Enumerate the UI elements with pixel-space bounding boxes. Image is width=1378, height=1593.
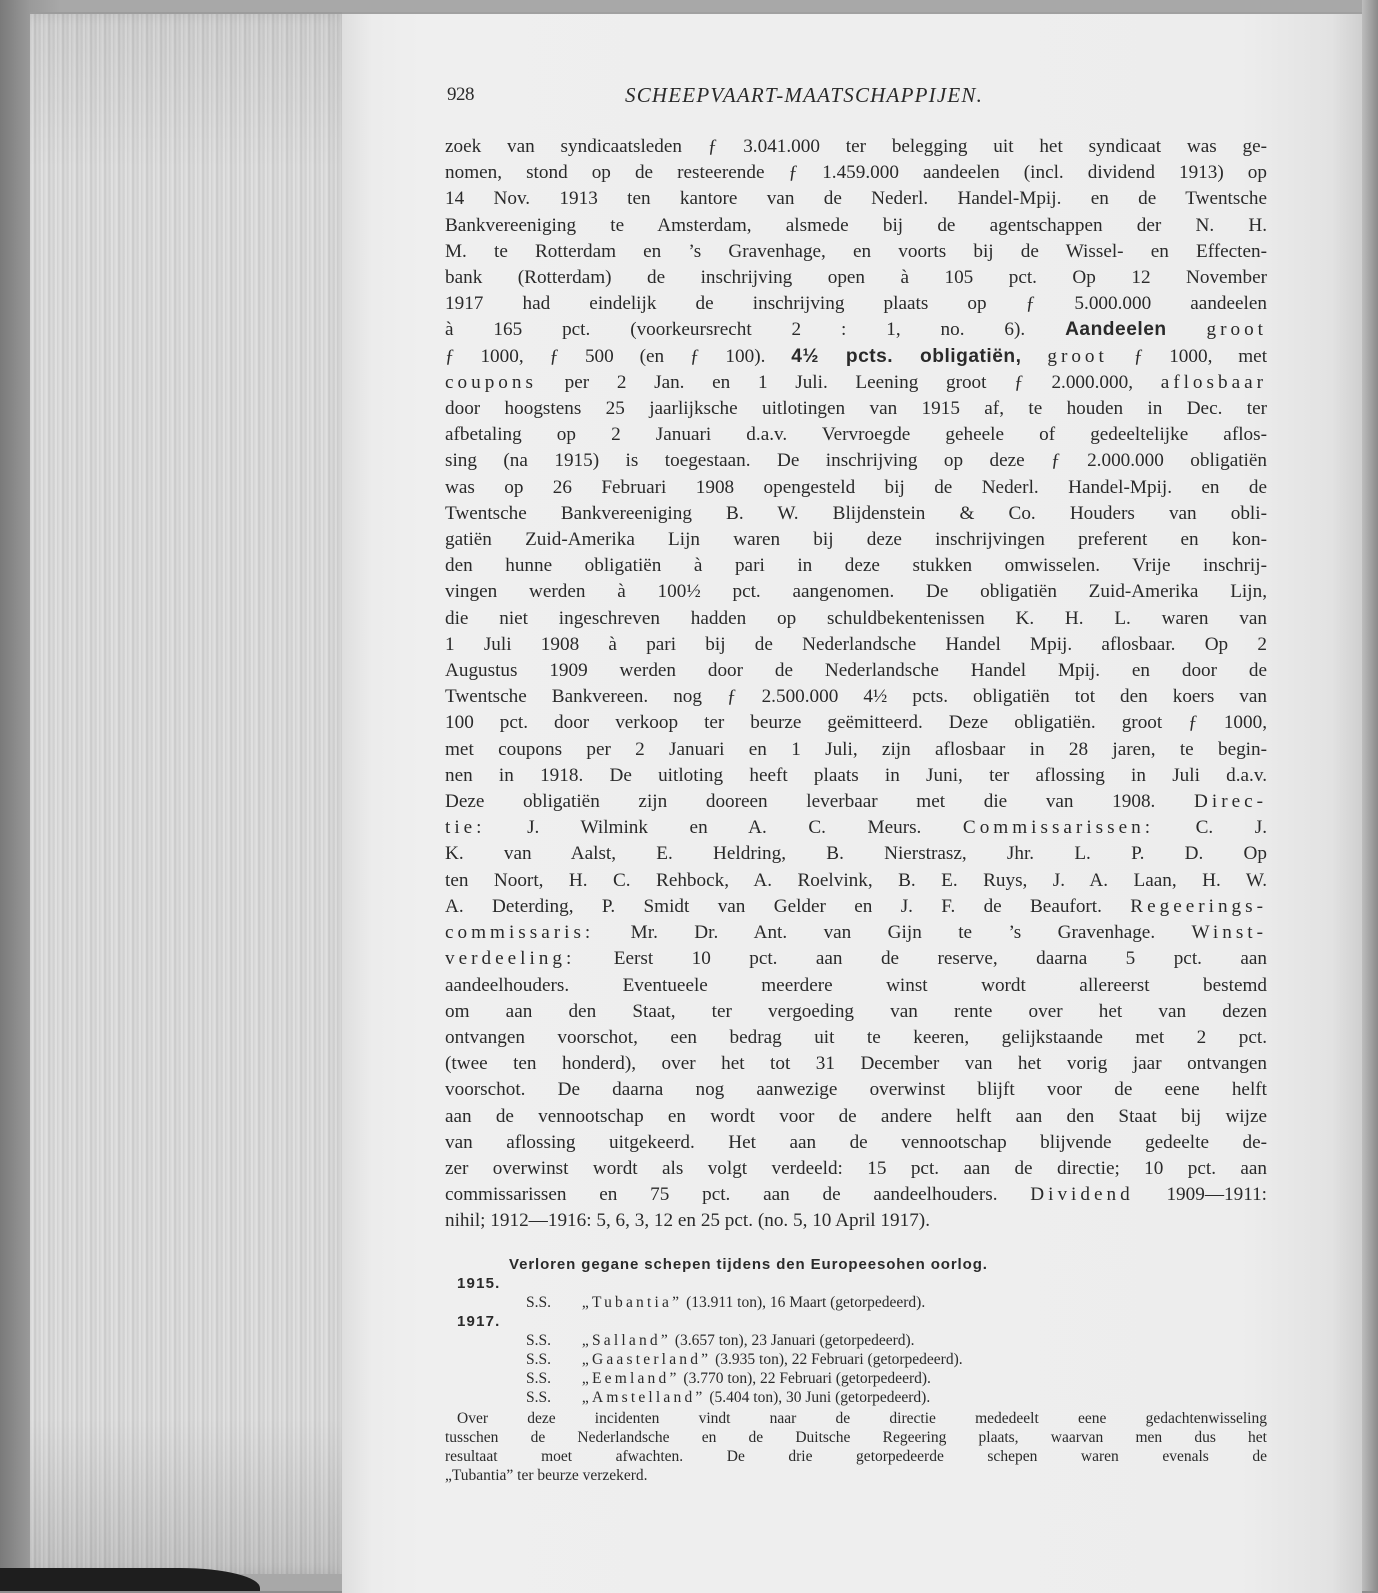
text-line: van aflossing uitgekeerd. Het aan de vennootschap blijvende gedeelte de- <box>445 1131 1267 1153</box>
text-fragment: ƒ 1000, met <box>1133 345 1268 367</box>
text-line <box>445 789 1267 815</box>
text-line: nomen, stond op de resteerende ƒ 1.459.000 aandeelen (incl. dividend 1913) op <box>445 162 1267 184</box>
text-line <box>445 317 1267 343</box>
text-line: ontvangen voorschot, een bedrag uit te keeren, gelijkstaande met 2 pct. <box>445 1026 1267 1048</box>
text-line <box>445 920 1267 946</box>
ship-details: (13.911 ton), 16 Maart (getorpedeerd). <box>686 1293 926 1311</box>
text-line: zer overwinst wordt als volgt verdeeld: 15 pct. aan de directie; 10 pct. aan <box>445 1157 1267 1179</box>
ship-prefix: S.S. <box>526 1388 551 1406</box>
text-line: bank (Rotterdam) de inschrijving open à 105 pct. Op 12 November <box>445 267 1267 289</box>
spaced-term: tie: <box>445 817 486 839</box>
spaced-term-dividend: Dividend <box>1030 1184 1134 1206</box>
spaced-term-verdeeling: verdeeling: <box>445 948 576 970</box>
text-line: die niet ingeschreven hadden op schuldbekentenissen K. H. L. waren van <box>445 607 1267 629</box>
ship-name: „Eemland” <box>581 1369 680 1387</box>
text-line: door hoogstens 25 jaarlijksche uitlotingen van 1915 af, te houden in Dec. ter <box>445 398 1267 420</box>
spaced-term: aflosbaar <box>1160 371 1268 393</box>
spaced-term: groot <box>1047 345 1108 367</box>
text-line: Twentsche Bankvereen. nog ƒ 2.500.000 4½ pcts. obligatiën tot den koers van <box>445 686 1267 708</box>
running-header <box>445 78 1267 118</box>
page-stack-shade <box>30 14 350 1574</box>
spaced-term-commissarissen: Commissarissen: <box>962 817 1155 839</box>
note-line: Over deze incidenten vindt naar de directie mededeelt eene gedachtenwisseling <box>457 1409 1267 1427</box>
year-label: 1917. <box>457 1312 501 1330</box>
text-fragment: à 165 pct. (voorkeursrecht 2 : 1, no. 6). <box>445 319 1026 341</box>
year-label: 1915. <box>457 1274 501 1292</box>
text-line: sing (na 1915) is toegestaan. De inschrijving op deze ƒ 2.000.000 obligatiën <box>445 450 1267 472</box>
text-fragment: J. Wilmink en A. C. Meurs. <box>527 817 922 839</box>
text-fragment: 1909—1911: <box>1166 1184 1268 1206</box>
page-right-edge <box>1362 0 1378 1591</box>
text-line: nen in 1918. De uitloting heeft plaats in Juni, ter aflossing in Juli d.a.v. <box>445 764 1267 786</box>
text-line: aandeelhouders. Eventueele meerdere winst wordt allereerst bestemd <box>445 974 1267 996</box>
ship-entry <box>526 1331 1267 1350</box>
book-cover-bottom <box>0 1568 260 1591</box>
text-line: 100 pct. door verkoop ter beurze geëmitteerd. Deze obligatiën. groot ƒ 1000, <box>445 712 1267 734</box>
section-title: Verloren gegane schepen tijdens den Europeesohen oorlog. <box>509 1255 988 1273</box>
note-line: tusschen de Nederlandsche en de Duitsche Regeering plaats, waarvan men dus het <box>445 1428 1267 1446</box>
running-title: SCHEEPVAART-MAATSCHAPPIJEN. <box>625 83 984 107</box>
heading-obligatien: 4½ pcts. obligatiën, <box>791 345 1022 367</box>
text-line: Bankvereeniging te Amsterdam, alsmede bij de agentschappen der N. H. <box>445 214 1267 236</box>
text-fragment: C. J. <box>1195 817 1268 839</box>
spaced-term-directie: Direc- <box>1194 791 1267 813</box>
text-line: nihil; 1912—1916: 5, 6, 3, 12 en 25 pct. (no. 5, 10 April 1917). <box>445 1210 930 1232</box>
text-line: 14 Nov. 1913 ten kantore van de Nederl. Handel-Mpij. en de Twentsche <box>445 188 1267 210</box>
ship-name: „Amstelland” <box>581 1388 706 1406</box>
note-line: „Tubantia” ter beurze verzekerd. <box>445 1466 648 1484</box>
text-line: 1 Juli 1908 à pari bij de Nederlandsche Handel Mpij. aflosbaar. Op 2 <box>445 633 1267 655</box>
text-fragment: A. Deterding, P. Smidt van Gelder en J. F. de Beaufort. <box>445 895 1102 917</box>
text-fragment: Mr. Dr. Ant. van Gijn te ’s Gravenhage. <box>630 922 1156 944</box>
text-line <box>445 946 1267 972</box>
text-fragment: per 2 Jan. en 1 Juli. Leening groot ƒ 2.000.000, <box>564 371 1133 393</box>
text-line: met coupons per 2 Januari en 1 Juli, zijn aflosbaar in 28 jaren, te begin- <box>445 738 1267 760</box>
page-content <box>445 78 1267 1485</box>
text-line: den hunne obligatiën à pari in deze stukken omwisselen. Vrije inschrij- <box>445 555 1267 577</box>
text-line <box>445 894 1267 920</box>
text-line: afbetaling op 2 Januari d.a.v. Vervroegde geheele of gedeeltelijke aflos- <box>445 424 1267 446</box>
page-number: 928 <box>447 84 474 105</box>
ship-details: (3.657 ton), 23 Januari (getorpedeerd). <box>674 1331 915 1349</box>
note-line: resultaat moet afwachten. De drie getorpedeerde schepen waren evenals de <box>445 1447 1267 1465</box>
spaced-term-regeerings: Regeerings- <box>1130 895 1267 917</box>
text-line: vingen werden à 100½ pct. aangenomen. De obligatiën Zuid-Amerika Lijn, <box>445 581 1267 603</box>
text-line <box>445 1182 1267 1208</box>
text-fragment: Deze obligatiën zijn dooreen leverbaar met die van 1908. <box>445 791 1156 813</box>
ship-details: (5.404 ton), 30 Juni (getorpedeerd). <box>709 1388 931 1406</box>
ship-name: „Tubantia” <box>581 1293 683 1311</box>
text-line: (twee ten honderd), over het tot 31 December van het vorig jaar ontvangen <box>445 1053 1267 1075</box>
page-edges-stack <box>30 12 350 1574</box>
lost-ships-section <box>445 1255 1267 1485</box>
ship-entry <box>526 1350 1267 1369</box>
ship-entry <box>526 1369 1267 1388</box>
ship-prefix: S.S. <box>526 1293 551 1311</box>
spaced-term: groot <box>1206 319 1268 341</box>
ship-details: (3.935 ton), 22 Februari (getorpedeerd). <box>715 1350 963 1368</box>
text-line: Twentsche Bankvereeniging B. W. Blijdenstein & Co. Houders van obli- <box>445 502 1267 524</box>
incident-note <box>445 1409 1267 1485</box>
text-line: om aan den Staat, ter vergoeding van rente over het van dezen <box>445 1000 1267 1022</box>
ship-entry <box>526 1388 1267 1407</box>
text-line: gatiën Zuid-Amerika Lijn waren bij deze inschrijvingen preferent en kon- <box>445 529 1267 551</box>
ship-prefix: S.S. <box>526 1350 551 1368</box>
text-line: ten Noort, H. C. Rehbock, A. Roelvink, B. E. Ruys, J. A. Laan, H. W. <box>445 869 1267 891</box>
text-fragment: ƒ 1000, ƒ 500 (en ƒ 100). <box>445 345 766 367</box>
spaced-term: commissaris: <box>445 922 595 944</box>
spaced-term-winst: Winst- <box>1191 922 1268 944</box>
text-line <box>445 370 1267 396</box>
text-line: voorschot. De daarna nog aanwezige overwinst blijft voor de eene helft <box>445 1079 1267 1101</box>
ship-prefix: S.S. <box>526 1331 551 1349</box>
text-line: Augustus 1909 werden door de Nederlandsche Handel Mpij. en door de <box>445 660 1267 682</box>
text-line: 1917 had eindelijk de inschrijving plaats op ƒ 5.000.000 aandeelen <box>445 293 1267 315</box>
ship-prefix: S.S. <box>526 1369 551 1387</box>
text-fragment: Eerst 10 pct. aan de reserve, daarna 5 pct. aan <box>613 948 1268 970</box>
text-line: was op 26 Februari 1908 opengesteld bij de Nederl. Handel-Mpij. en de <box>445 476 1267 498</box>
ship-entry <box>526 1293 1267 1312</box>
spaced-term: coupons <box>445 371 537 393</box>
text-line: K. van Aalst, E. Heldring, B. Nierstrasz, Jhr. L. P. D. Op <box>445 843 1267 865</box>
ship-details: (3.770 ton), 22 Februari (getorpedeerd). <box>683 1369 931 1387</box>
main-paragraph <box>445 134 1267 1235</box>
ship-name: „Salland” <box>581 1331 671 1349</box>
text-line: aan de vennootschap en wordt voor de andere helft aan den Staat bij wijze <box>445 1105 1267 1127</box>
heading-aandeelen: Aandeelen <box>1065 319 1167 341</box>
text-line: zoek van syndicaatsleden ƒ 3.041.000 ter belegging uit het syndicaat was ge- <box>445 136 1267 157</box>
text-fragment: commissarissen en 75 pct. aan de aandeelhouders. <box>445 1184 998 1206</box>
text-line: M. te Rotterdam en ’s Gravenhage, en voorts bij de Wissel- en Effecten- <box>445 240 1267 262</box>
text-line <box>445 344 1267 370</box>
text-line <box>445 815 1267 841</box>
ship-name: „Gaasterland” <box>581 1350 712 1368</box>
